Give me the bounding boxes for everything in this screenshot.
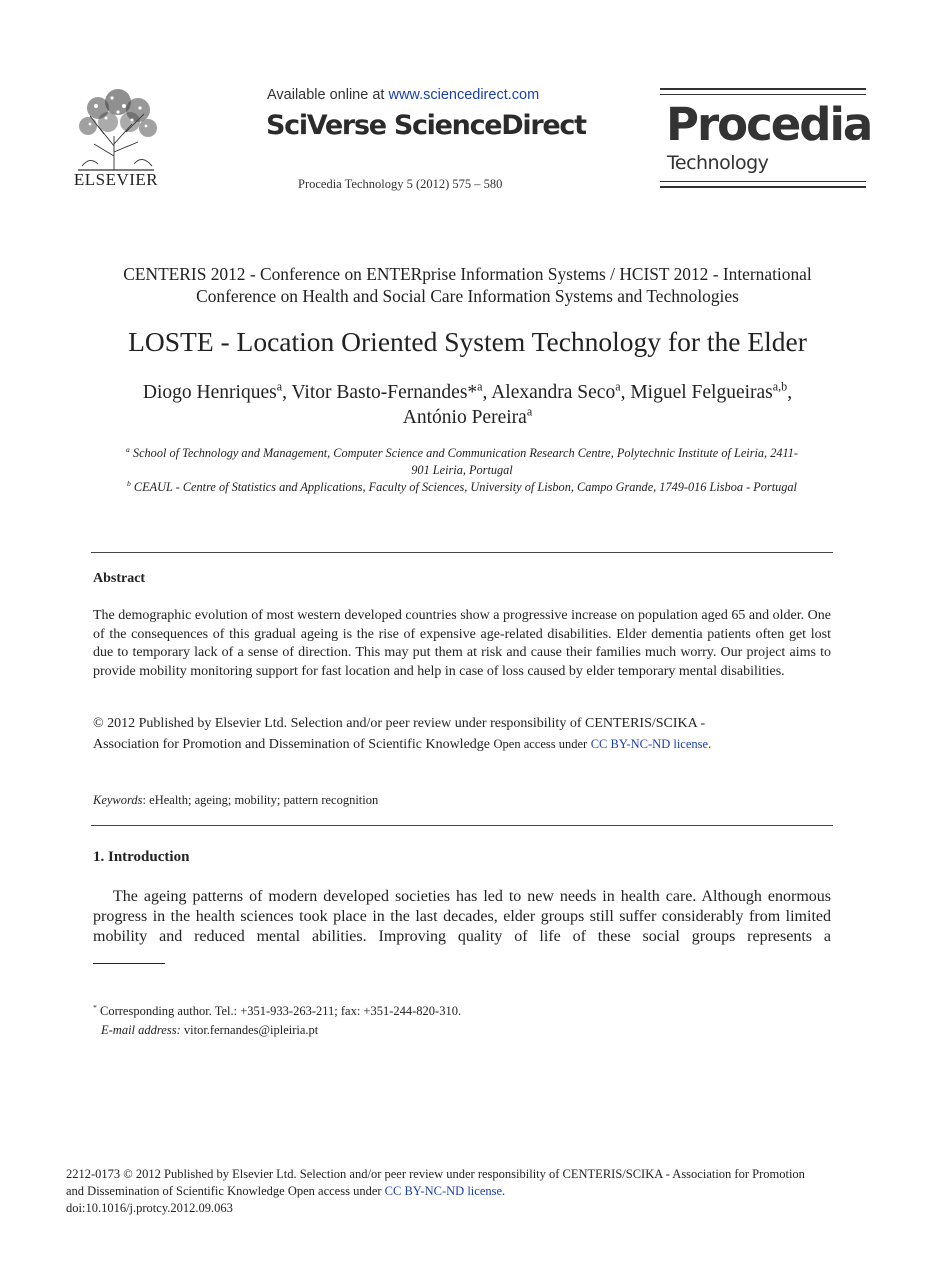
- footnote-mark: *: [93, 1002, 97, 1012]
- abstract-top-rule: [91, 552, 833, 553]
- open-access-prefix: Open access under: [493, 737, 588, 751]
- copyright-line-1: © 2012 Published by Elsevier Ltd. Selection and/or peer review under responsibility of CENTERIS/SCIKA -: [93, 716, 706, 731]
- bottom-copyright: [66, 1166, 866, 1217]
- affiliation-mark: b: [127, 478, 131, 488]
- author-name: António Pereira: [402, 407, 527, 428]
- procedia-technology-subtitle: Technology: [667, 152, 769, 174]
- author-name: Diogo Henriques: [142, 382, 277, 403]
- author-separator: ,: [482, 382, 492, 403]
- footnote-rule: [93, 963, 165, 964]
- procedia-top-rule-thick: [660, 88, 866, 90]
- affiliation-text: CEAUL - Centre of Statistics and Applications, Faculty of Sciences, University of Lisbon, Campo Grande, 1749-016 Lisboa - Portugal: [133, 480, 797, 494]
- introduction-heading: 1. Introduction: [93, 849, 190, 865]
- license-suffix: .: [708, 737, 712, 751]
- affiliation-mark: a: [126, 444, 130, 454]
- keywords-label: Keywords: [93, 793, 143, 807]
- copyright-line-2: [93, 734, 833, 755]
- introduction-body: The ageing patterns of modern developed societies has led to new needs in health care. Although enormous progress in the health sciences took place in the last decades, elder groups still suffer considerably from limited mobility and reduced mental abilities. Improving quality of life of these social groups represents a: [93, 888, 831, 945]
- corresponding-author-text: Corresponding author. Tel.: +351-933-263-211; fax: +351-244-820-310.: [100, 1004, 462, 1018]
- author-name: Vitor Basto-Fernandes*: [291, 382, 478, 403]
- keywords-line: [93, 793, 378, 808]
- procedia-wordmark: Procedia: [666, 98, 872, 151]
- affiliation-b: [92, 479, 832, 496]
- affiliation-text: School of Technology and Management, Computer Science and Communication Research Centre, Polytechnic Institute of Leiria, 2411-: [132, 446, 798, 460]
- abstract-heading: Abstract: [93, 571, 146, 586]
- author-name: Alexandra Seco: [491, 382, 616, 403]
- author-separator: ,: [282, 382, 292, 403]
- abstract-bottom-rule: [91, 825, 833, 826]
- abstract-body: The demographic evolution of most western developed countries show a progressive increase on population aged 65 and older. One of the consequences of this gradual ageing is the rise of expensive age-related disabilities. Elder dementia patients often get lost due to temporary lack of a sense of direction. This may put them at risk and cause their families much worry. Our project aims to provide mobility monitoring support for fast location and help in case of loss caused by elder temporary mental disabilities.: [93, 608, 831, 679]
- procedia-top-rule-thin: [660, 94, 866, 95]
- affiliation-a: [92, 445, 832, 479]
- procedia-bottom-rule-thick: [660, 186, 866, 188]
- bottom-line-2-text: and Dissemination of Scientific Knowledge Open access under: [66, 1184, 382, 1198]
- author-affiliation-mark: a: [526, 404, 533, 419]
- copyright-statement: [93, 713, 833, 755]
- bottom-line-2: [66, 1183, 866, 1200]
- keywords-values: : eHealth; ageing; mobility; pattern recognition: [142, 793, 379, 807]
- author-line-2: [40, 405, 895, 430]
- license-link[interactable]: CC BY-NC-ND license: [590, 737, 709, 751]
- sciencedirect-link[interactable]: www.sciencedirect.com: [388, 87, 540, 103]
- author-separator: ,: [620, 382, 631, 403]
- conference-name: [60, 263, 875, 307]
- author-separator: ,: [787, 382, 793, 403]
- email-footnote: [101, 1022, 841, 1039]
- bottom-line-1: 2212-0173 © 2012 Published by Elsevier Ltd. Selection and/or peer review under responsibility of CENTERIS/SCIKA - Association for Promotion: [66, 1167, 805, 1181]
- email-address: vitor.fernandes@ipleiria.pt: [183, 1023, 319, 1037]
- author-affiliation-mark: a: [477, 379, 483, 394]
- doi: doi:10.1016/j.protcy.2012.09.063: [66, 1201, 233, 1215]
- author-affiliation-mark: a: [276, 379, 283, 394]
- affiliation-a-line-1: [92, 445, 832, 462]
- available-online-prefix: Available online at: [267, 87, 385, 103]
- available-online-line: [267, 87, 539, 103]
- email-label: E-mail address:: [101, 1023, 181, 1037]
- affiliation-a-line-2: 901 Leiria, Portugal: [411, 463, 513, 477]
- bottom-license-suffix: .: [502, 1184, 506, 1198]
- author-affiliation-mark: a: [615, 379, 621, 394]
- author-affiliation-mark: a,b: [772, 379, 788, 394]
- author-list: [40, 380, 895, 430]
- conference-line-1: CENTERIS 2012 - Conference on ENTERprise Information Systems / HCIST 2012 - International: [123, 264, 812, 284]
- author-line-1: [40, 380, 895, 405]
- bottom-license-link[interactable]: CC BY-NC-ND license: [384, 1184, 503, 1198]
- corresponding-author-footnote: [93, 1003, 833, 1020]
- procedia-bottom-rule-thin: [660, 181, 866, 182]
- author-name: Miguel Felgueiras: [630, 382, 773, 403]
- paper-title: LOSTE - Location Oriented System Technology for the Elder: [128, 326, 807, 357]
- copyright-line-2-text: Association for Promotion and Dissemination of Scientific Knowledge: [93, 737, 490, 752]
- conference-line-2: Conference on Health and Social Care Information Systems and Technologies: [196, 286, 739, 306]
- journal-reference: Procedia Technology 5 (2012) 575 – 580: [298, 177, 503, 191]
- sciverse-sciencedirect-wordmark: SciVerse ScienceDirect: [266, 110, 586, 141]
- elsevier-wordmark: ELSEVIER: [73, 170, 159, 189]
